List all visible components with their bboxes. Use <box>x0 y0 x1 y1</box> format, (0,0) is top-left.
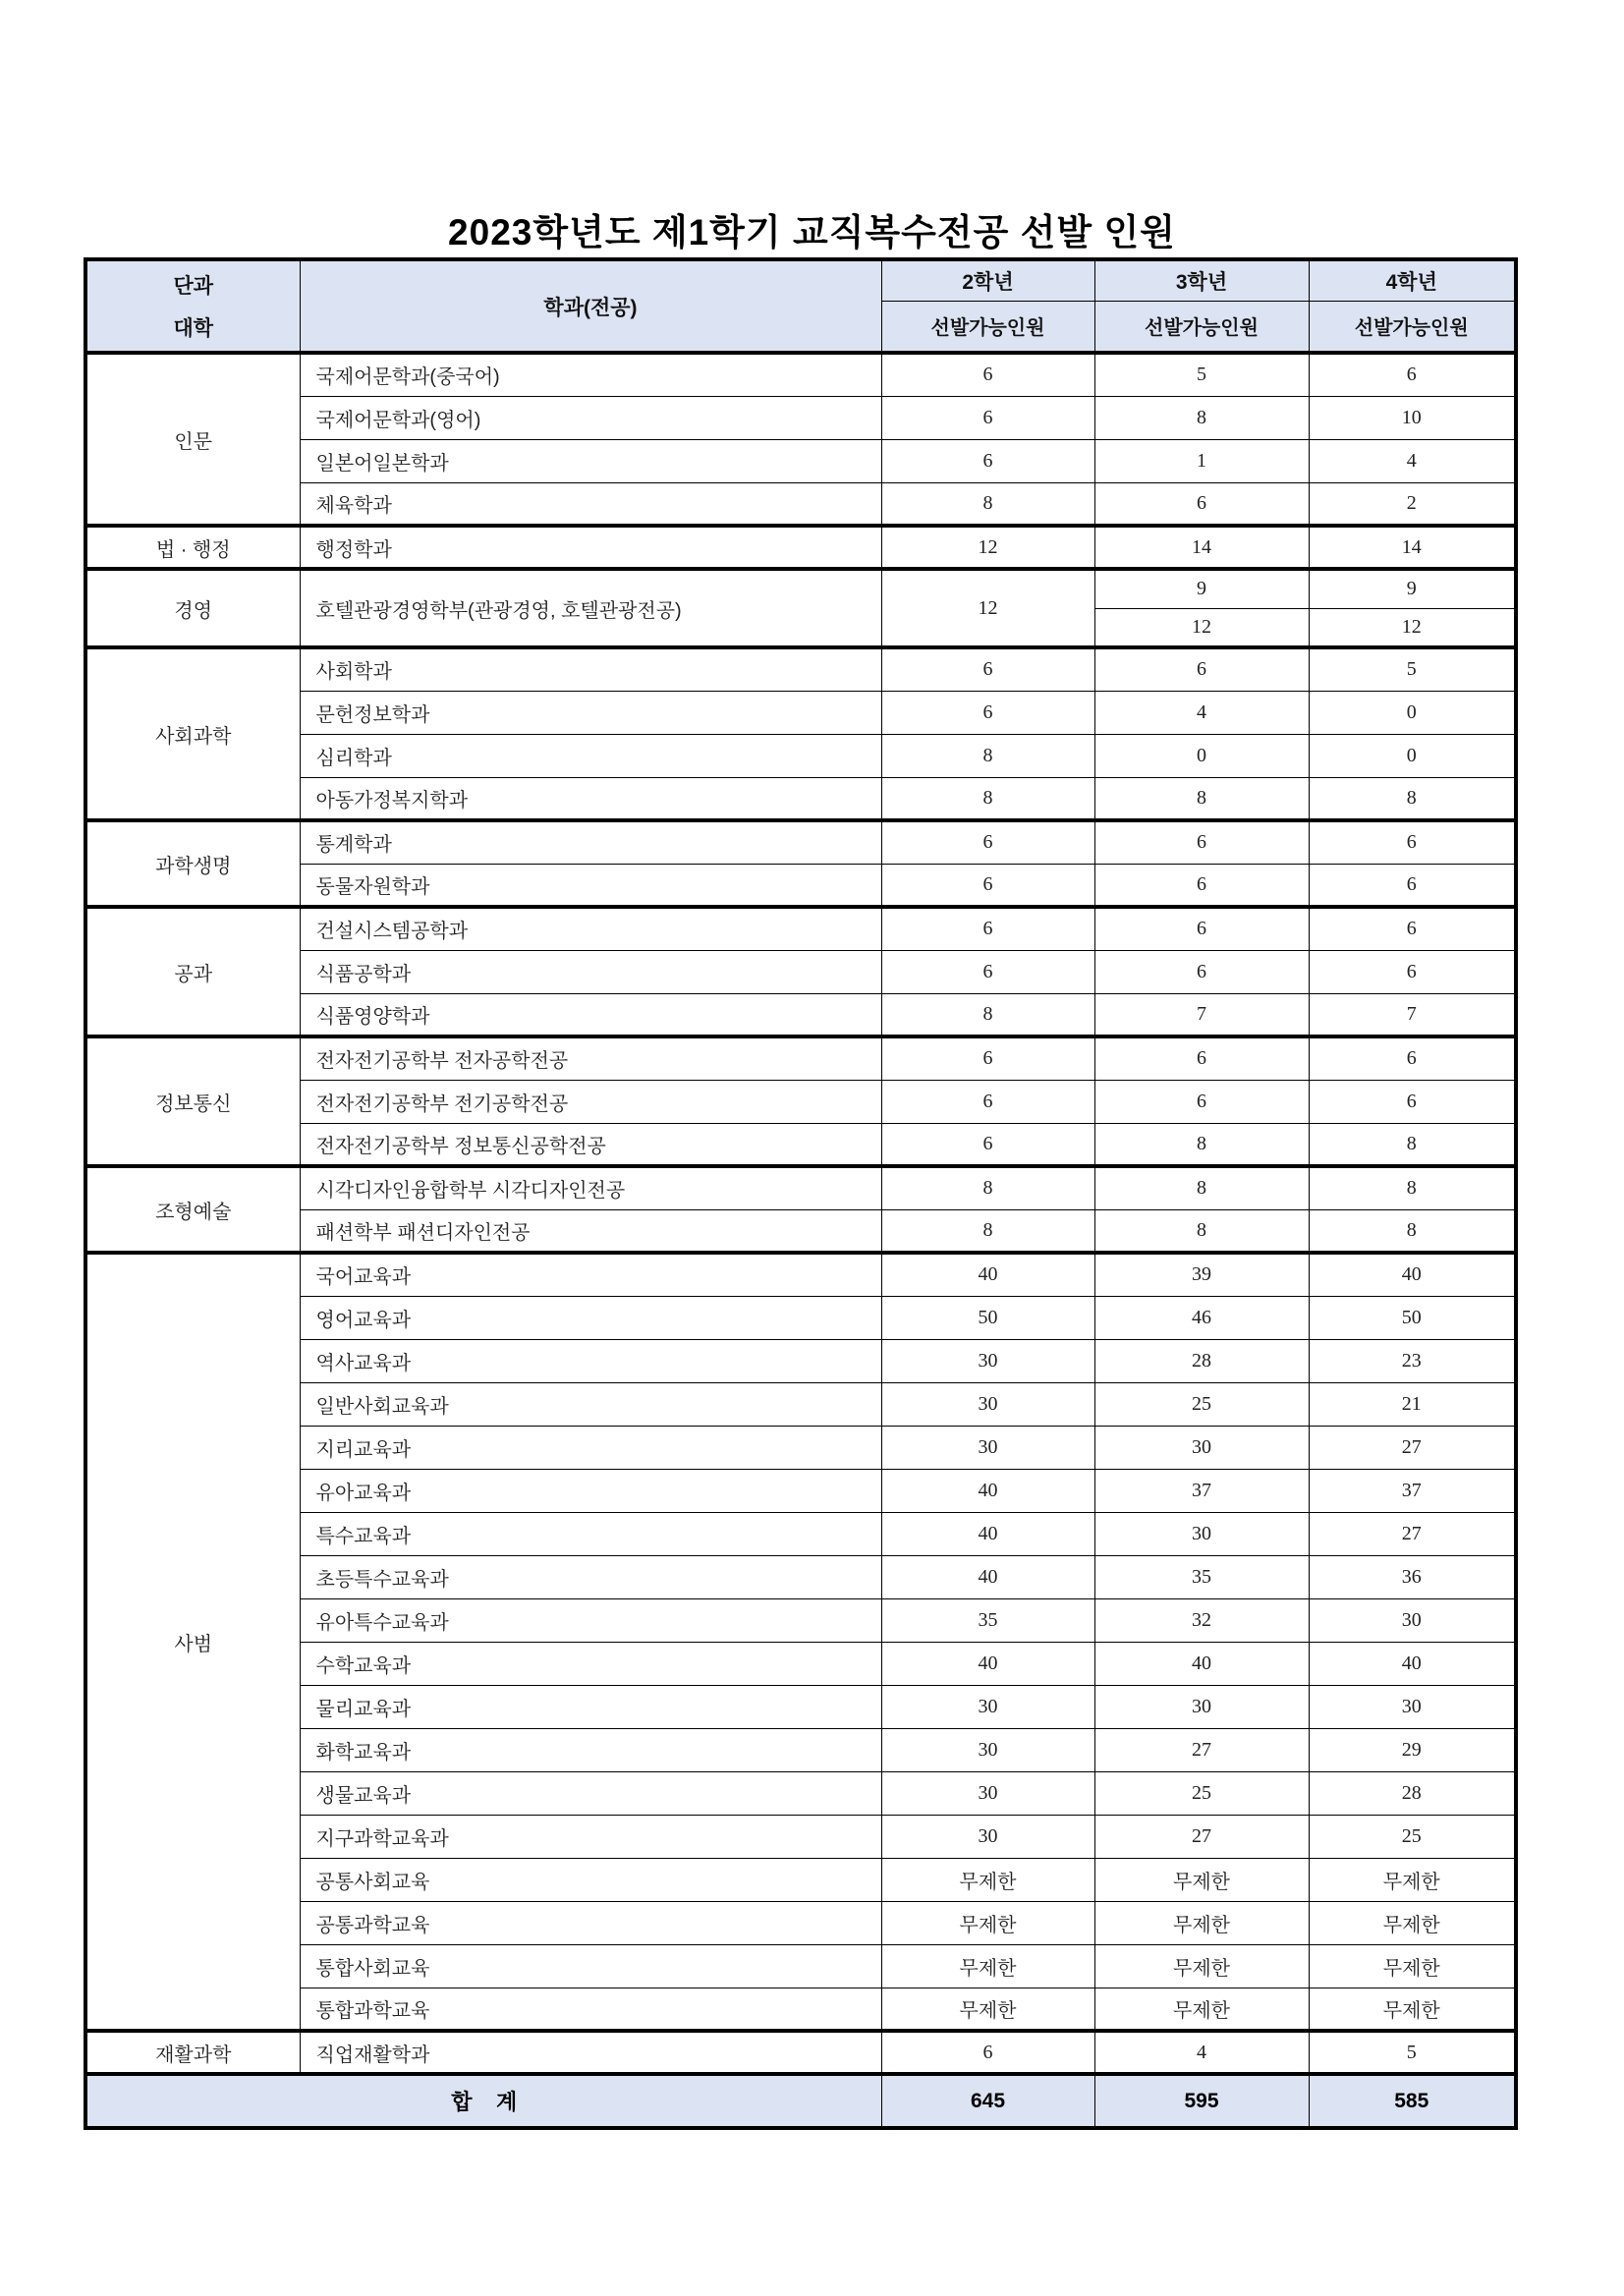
count-cell: 8 <box>1094 777 1309 820</box>
count-cell: 0 <box>1309 734 1516 777</box>
header-college <box>85 259 300 353</box>
dept-cell: 체육학과 <box>300 482 881 526</box>
count-cell: 50 <box>881 1296 1094 1339</box>
total-count-cell: 595 <box>1094 2074 1309 2128</box>
table-row <box>85 647 1516 691</box>
count-cell: 30 <box>1309 1598 1516 1642</box>
count-cell: 37 <box>1309 1469 1516 1512</box>
count-cell: 46 <box>1094 1296 1309 1339</box>
count-cell: 40 <box>881 1253 1094 1296</box>
total-count-cell: 645 <box>881 2074 1094 2128</box>
college-cell: 조형예술 <box>85 1166 300 1253</box>
dept-cell: 지리교육과 <box>300 1426 881 1469</box>
count-cell: 12 <box>1094 608 1309 647</box>
header-grade-4: 4학년 <box>1309 259 1516 301</box>
count-cell: 8 <box>881 993 1094 1036</box>
count-cell: 6 <box>881 907 1094 950</box>
dept-cell: 식품공학과 <box>300 950 881 993</box>
count-cell: 14 <box>1309 526 1516 569</box>
count-cell: 6 <box>881 353 1094 396</box>
header-capacity: 선발가능인원 <box>881 301 1094 353</box>
selection-table <box>84 257 1518 2130</box>
count-cell: 무제한 <box>881 1901 1094 1944</box>
dept-cell: 통계학과 <box>300 820 881 864</box>
college-cell: 재활과학 <box>85 2031 300 2074</box>
count-cell: 40 <box>881 1469 1094 1512</box>
count-cell: 9 <box>1309 569 1516 608</box>
count-cell: 8 <box>1094 1123 1309 1166</box>
table-row <box>85 1426 1516 1469</box>
count-cell: 36 <box>1309 1555 1516 1598</box>
count-cell: 6 <box>1309 1036 1516 1080</box>
header-college-line2: 대학 <box>173 317 214 340</box>
table-row <box>85 1555 1516 1598</box>
count-cell: 30 <box>881 1339 1094 1382</box>
count-cell: 6 <box>1309 1080 1516 1123</box>
table-row <box>85 1253 1516 1296</box>
table-row <box>85 482 1516 526</box>
college-cell: 경영 <box>85 569 300 647</box>
header-college-line1: 단과 <box>173 275 214 298</box>
table-row <box>85 1296 1516 1339</box>
count-cell: 0 <box>1094 734 1309 777</box>
count-cell: 7 <box>1309 993 1516 1036</box>
count-cell: 무제한 <box>1309 1988 1516 2031</box>
count-cell: 27 <box>1094 1815 1309 1858</box>
dept-cell: 동물자원학과 <box>300 864 881 907</box>
count-cell: 25 <box>1094 1771 1309 1815</box>
college-cell: 법 · 행정 <box>85 526 300 569</box>
count-cell: 6 <box>881 820 1094 864</box>
header-capacity: 선발가능인원 <box>1094 301 1309 353</box>
table-row <box>85 1080 1516 1123</box>
count-cell: 4 <box>1094 691 1309 734</box>
page-title: 2023학년도 제1학기 교직복수전공 선발 인원 <box>448 212 1176 252</box>
count-cell: 6 <box>1309 864 1516 907</box>
dept-cell: 특수교육과 <box>300 1512 881 1555</box>
total-label-cell: 합 계 <box>85 2074 881 2128</box>
table-row <box>85 1382 1516 1426</box>
count-cell: 8 <box>881 734 1094 777</box>
table-row <box>85 950 1516 993</box>
count-cell: 27 <box>1309 1512 1516 1555</box>
count-cell: 32 <box>1094 1598 1309 1642</box>
dept-cell: 초등특수교육과 <box>300 1555 881 1598</box>
dept-cell: 국어교육과 <box>300 1253 881 1296</box>
count-cell: 6 <box>1309 820 1516 864</box>
college-cell: 사회과학 <box>85 647 300 820</box>
count-cell: 30 <box>881 1815 1094 1858</box>
count-cell: 40 <box>881 1512 1094 1555</box>
dept-cell: 식품영양학과 <box>300 993 881 1036</box>
count-cell: 무제한 <box>881 1944 1094 1988</box>
count-cell: 29 <box>1309 1728 1516 1771</box>
table-row <box>85 1728 1516 1771</box>
dept-cell: 전자전기공학부 정보통신공학전공 <box>300 1123 881 1166</box>
table-row <box>85 1512 1516 1555</box>
count-cell: 40 <box>1309 1253 1516 1296</box>
table-row <box>85 569 1516 608</box>
count-cell: 무제한 <box>1094 1944 1309 1988</box>
count-cell: 4 <box>1309 439 1516 482</box>
count-cell: 30 <box>1094 1512 1309 1555</box>
dept-cell: 전자전기공학부 전기공학전공 <box>300 1080 881 1123</box>
table-header <box>85 259 1516 353</box>
header-grade-3: 3학년 <box>1094 259 1309 301</box>
count-cell: 30 <box>1094 1426 1309 1469</box>
table-row <box>85 526 1516 569</box>
dept-cell: 행정학과 <box>300 526 881 569</box>
dept-cell: 통합과학교육 <box>300 1988 881 2031</box>
count-cell: 무제한 <box>1309 1858 1516 1901</box>
header-dept: 학과(전공) <box>300 259 881 353</box>
count-cell: 1 <box>1094 439 1309 482</box>
table-row <box>85 1685 1516 1728</box>
table-row <box>85 1642 1516 1685</box>
count-cell: 무제한 <box>881 1988 1094 2031</box>
count-cell: 35 <box>1094 1555 1309 1598</box>
college-cell: 과학생명 <box>85 820 300 907</box>
count-cell: 8 <box>881 1209 1094 1253</box>
total-count-cell: 585 <box>1309 2074 1516 2128</box>
table-row <box>85 1771 1516 1815</box>
dept-cell: 화학교육과 <box>300 1728 881 1771</box>
count-cell: 12 <box>1309 608 1516 647</box>
count-cell: 25 <box>1094 1382 1309 1426</box>
table-row <box>85 1858 1516 1901</box>
table-row <box>85 993 1516 1036</box>
dept-cell: 아동가정복지학과 <box>300 777 881 820</box>
table-row <box>85 1339 1516 1382</box>
count-cell: 30 <box>881 1382 1094 1426</box>
table-row <box>85 1123 1516 1166</box>
count-cell: 5 <box>1309 2031 1516 2074</box>
count-cell: 6 <box>881 439 1094 482</box>
count-cell: 6 <box>1094 482 1309 526</box>
count-cell: 9 <box>1094 569 1309 608</box>
college-cell: 인문 <box>85 353 300 526</box>
count-cell: 12 <box>881 526 1094 569</box>
college-cell: 정보통신 <box>85 1036 300 1166</box>
count-cell: 14 <box>1094 526 1309 569</box>
count-cell: 37 <box>1094 1469 1309 1512</box>
dept-cell: 국제어문학과(중국어) <box>300 353 881 396</box>
count-cell: 10 <box>1309 396 1516 439</box>
count-cell: 6 <box>881 1036 1094 1080</box>
dept-cell: 통합사회교육 <box>300 1944 881 1988</box>
table-row <box>85 439 1516 482</box>
table-body <box>85 353 1516 2128</box>
count-cell: 5 <box>1094 353 1309 396</box>
count-cell: 8 <box>1309 1209 1516 1253</box>
table-row <box>85 820 1516 864</box>
dept-cell: 호텔관광경영학부(관광경영, 호텔관광전공) <box>300 569 881 647</box>
count-cell: 6 <box>881 647 1094 691</box>
count-cell: 40 <box>1309 1642 1516 1685</box>
dept-cell: 유아교육과 <box>300 1469 881 1512</box>
count-cell: 23 <box>1309 1339 1516 1382</box>
count-cell: 무제한 <box>1094 1901 1309 1944</box>
table-row <box>85 1166 1516 1209</box>
dept-cell: 국제어문학과(영어) <box>300 396 881 439</box>
table-row <box>85 1036 1516 1080</box>
college-cell: 사범 <box>85 1253 300 2031</box>
count-cell: 6 <box>881 950 1094 993</box>
count-cell: 40 <box>881 1555 1094 1598</box>
count-cell: 6 <box>1094 1080 1309 1123</box>
count-cell: 8 <box>1094 396 1309 439</box>
count-cell: 6 <box>1309 950 1516 993</box>
dept-cell: 전자전기공학부 전자공학전공 <box>300 1036 881 1080</box>
table-row <box>85 907 1516 950</box>
count-cell: 6 <box>1309 907 1516 950</box>
dept-cell: 수학교육과 <box>300 1642 881 1685</box>
count-cell: 28 <box>1094 1339 1309 1382</box>
count-cell: 6 <box>881 864 1094 907</box>
header-capacity: 선발가능인원 <box>1309 301 1516 353</box>
count-cell: 6 <box>1094 820 1309 864</box>
count-cell: 6 <box>1094 907 1309 950</box>
dept-cell: 공통과학교육 <box>300 1901 881 1944</box>
count-cell: 30 <box>881 1426 1094 1469</box>
count-cell: 6 <box>1309 353 1516 396</box>
count-cell: 8 <box>881 482 1094 526</box>
count-cell: 무제한 <box>1309 1901 1516 1944</box>
count-cell: 6 <box>1094 864 1309 907</box>
dept-cell: 문헌정보학과 <box>300 691 881 734</box>
count-cell: 무제한 <box>881 1858 1094 1901</box>
count-cell: 8 <box>1309 1166 1516 1209</box>
count-cell: 39 <box>1094 1253 1309 1296</box>
dept-cell: 직업재활학과 <box>300 2031 881 2074</box>
dept-cell: 사회학과 <box>300 647 881 691</box>
count-cell: 8 <box>1094 1209 1309 1253</box>
dept-cell: 일반사회교육과 <box>300 1382 881 1426</box>
dept-cell: 심리학과 <box>300 734 881 777</box>
count-cell: 27 <box>1094 1728 1309 1771</box>
dept-cell: 공통사회교육 <box>300 1858 881 1901</box>
count-cell: 6 <box>881 1080 1094 1123</box>
dept-cell: 유아특수교육과 <box>300 1598 881 1642</box>
count-cell: 5 <box>1309 647 1516 691</box>
count-cell: 30 <box>1309 1685 1516 1728</box>
dept-cell: 시각디자인융합학부 시각디자인전공 <box>300 1166 881 1209</box>
count-cell: 무제한 <box>1309 1944 1516 1988</box>
count-cell: 50 <box>1309 1296 1516 1339</box>
count-cell: 30 <box>881 1771 1094 1815</box>
count-cell: 8 <box>1309 777 1516 820</box>
count-cell: 12 <box>881 569 1094 647</box>
dept-cell: 영어교육과 <box>300 1296 881 1339</box>
count-cell: 40 <box>1094 1642 1309 1685</box>
table-row <box>85 691 1516 734</box>
dept-cell: 생물교육과 <box>300 1771 881 1815</box>
table-row <box>85 396 1516 439</box>
college-cell: 공과 <box>85 907 300 1036</box>
count-cell: 40 <box>881 1642 1094 1685</box>
total-row <box>85 2074 1516 2128</box>
dept-cell: 일본어일본학과 <box>300 439 881 482</box>
header-grade-2: 2학년 <box>881 259 1094 301</box>
count-cell: 6 <box>881 1123 1094 1166</box>
count-cell: 4 <box>1094 2031 1309 2074</box>
count-cell: 7 <box>1094 993 1309 1036</box>
table-row <box>85 1598 1516 1642</box>
table-row <box>85 734 1516 777</box>
dept-cell: 물리교육과 <box>300 1685 881 1728</box>
count-cell: 8 <box>881 1166 1094 1209</box>
count-cell: 8 <box>1309 1123 1516 1166</box>
table-row <box>85 1469 1516 1512</box>
count-cell: 6 <box>1094 950 1309 993</box>
count-cell: 2 <box>1309 482 1516 526</box>
count-cell: 35 <box>881 1598 1094 1642</box>
table-row <box>85 353 1516 396</box>
count-cell: 6 <box>1094 1036 1309 1080</box>
count-cell: 21 <box>1309 1382 1516 1426</box>
table-row <box>85 777 1516 820</box>
count-cell: 0 <box>1309 691 1516 734</box>
table-row <box>85 1209 1516 1253</box>
table-row <box>85 1815 1516 1858</box>
count-cell: 30 <box>1094 1685 1309 1728</box>
table-row <box>85 1944 1516 1988</box>
count-cell: 28 <box>1309 1771 1516 1815</box>
table-row <box>85 1988 1516 2031</box>
dept-cell: 지구과학교육과 <box>300 1815 881 1858</box>
table-row <box>85 864 1516 907</box>
table-row <box>85 2031 1516 2074</box>
count-cell: 27 <box>1309 1426 1516 1469</box>
count-cell: 8 <box>881 777 1094 820</box>
count-cell: 6 <box>881 396 1094 439</box>
count-cell: 6 <box>881 2031 1094 2074</box>
count-cell: 25 <box>1309 1815 1516 1858</box>
count-cell: 6 <box>1094 647 1309 691</box>
count-cell: 무제한 <box>1094 1858 1309 1901</box>
count-cell: 30 <box>881 1685 1094 1728</box>
dept-cell: 역사교육과 <box>300 1339 881 1382</box>
dept-cell: 패션학부 패션디자인전공 <box>300 1209 881 1253</box>
count-cell: 8 <box>1094 1166 1309 1209</box>
table-row <box>85 1901 1516 1944</box>
count-cell: 무제한 <box>1094 1988 1309 2031</box>
count-cell: 6 <box>881 691 1094 734</box>
dept-cell: 건설시스템공학과 <box>300 907 881 950</box>
count-cell: 30 <box>881 1728 1094 1771</box>
